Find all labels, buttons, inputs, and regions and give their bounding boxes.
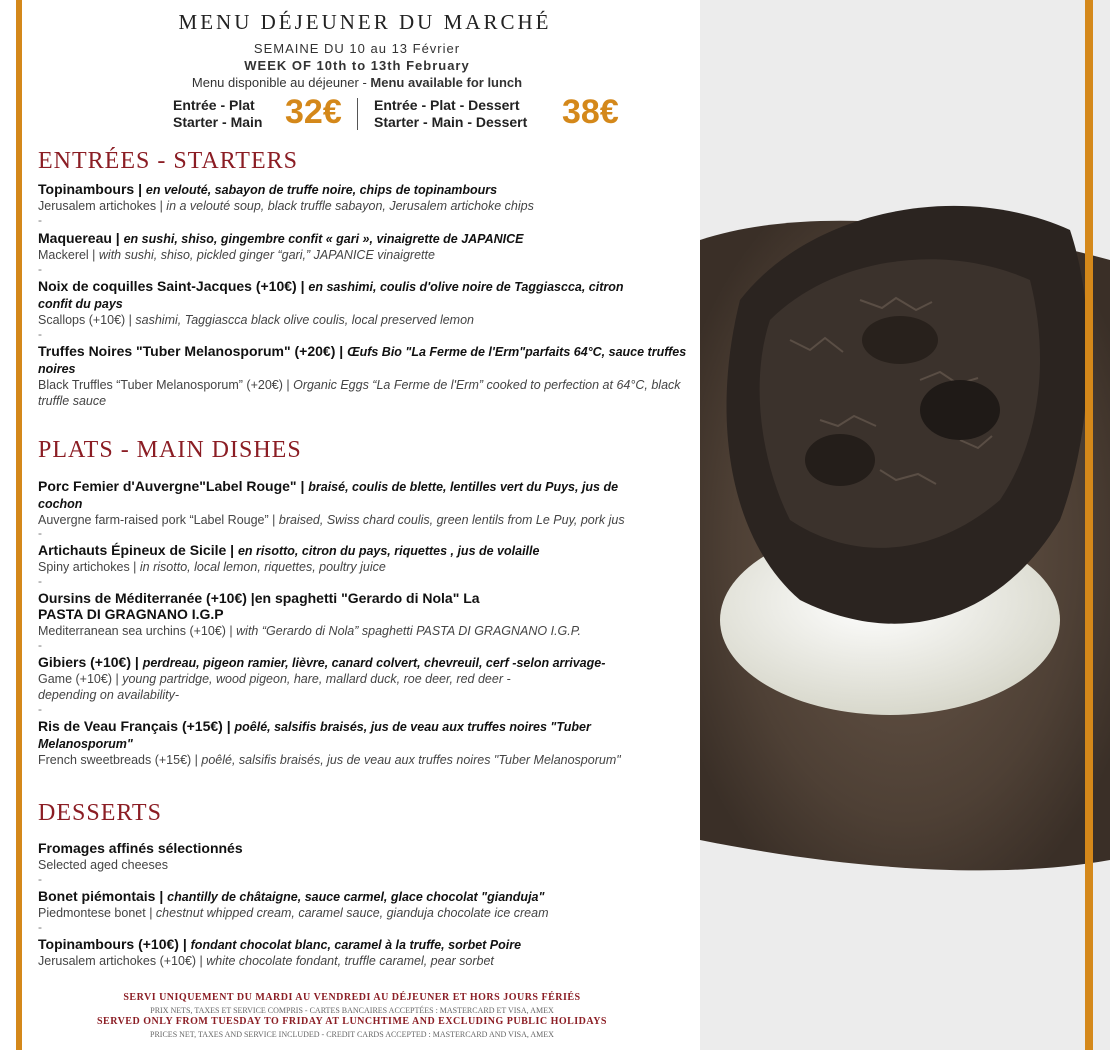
formula-1-labels [173, 97, 262, 131]
formula-2-fr: Entrée - Plat - Dessert [374, 97, 520, 113]
menu-item: Truffes Noires "Tuber Melanosporum" (+20€) | Œufs Bio "La Ferme de l'Erm"parfaits 64°C, sauce truffes noires Black Truffles “Tuber Melanosporum” (+20€) | Organic Eggs “La Ferme de l'Erm” cooked to perfection at 64°C, black truffle sauce [38, 343, 687, 408]
price-separator [357, 98, 358, 130]
dish-photo [700, 0, 1110, 1050]
menu-item: Bonet piémontais | chantilly de châtaigne, sauce carmel, glace chocolat "gianduja" Piedmontese bonet | chestnut whipped cream, caramel sauce, gianduja chocolate ice cream [38, 888, 549, 920]
formula-1-en: Starter - Main [173, 114, 263, 130]
separator-dash: - [38, 920, 42, 934]
formula-1-fr: Entrée - Plat [173, 97, 255, 113]
week-fr: SEMAINE DU 10 au 13 Février [253, 41, 461, 56]
separator-dash: - [38, 638, 42, 652]
desserts-section-title: DESSERTS [38, 800, 162, 826]
separator-dash: - [38, 213, 42, 227]
footer-en-small: PRICES NET, TAXES AND SERVICE INCLUDED - CREDIT CARDS ACCEPTED : MASTERCARD AND VISA, AMEX [150, 1030, 554, 1039]
formula-2-price: 38€ [562, 93, 619, 131]
menu-item: Fromages affinés sélectionnés Selected aged cheeses [38, 840, 243, 872]
menu-item: Ris de Veau Français (+15€) | poêlé, salsifis braisés, jus de veau aux truffes noires "Tuber Melanosporum" French sweetbreads (+15€) | poêlé, salsifis braisés, jus de veau aux truffes noires "Tuber Melanosporum" [38, 718, 621, 767]
footer-fr: SERVI UNIQUEMENT DU MARDI AU VENDREDI AU DÉJEUNER ET HORS JOURS FÉRIÉS [123, 992, 581, 1003]
menu-item: Oursins de Méditerranée (+10€) |en spaghetti "Gerardo di Nola" La PASTA DI GRAGNANO I.G.P Mediterranean sea urchins (+10€) | with “Gerardo di Nola” spaghetti PASTA DI GRAGNANO I.G.P. [38, 590, 581, 638]
separator-dash: - [38, 327, 42, 341]
menu-item: Porc Femier d'Auvergne"Label Rouge" | braisé, coulis de blette, lentilles vert du Puys, jus de cochon Auvergne farm-raised pork “Label Rouge” | braised, Swiss chard coulis, green lentils from Le Puy, pork jus [38, 478, 625, 527]
separator-dash: - [38, 702, 42, 716]
truffle-dish-illustration [700, 0, 1110, 1050]
separator-dash: - [38, 574, 42, 588]
week-en: WEEK OF 10th to 13th February [244, 58, 470, 73]
menu-item: Artichauts Épineux de Sicile | en risotto, citron du pays, riquettes , jus de volaille Spiny artichokes | in risotto, local lemon, riquettes, poultry juice [38, 542, 540, 574]
menu-title: MENU DÉJEUNER DU MARCHÉ [178, 10, 552, 34]
menu-item: Noix de coquilles Saint-Jacques (+10€) | en sashimi, coulis d'olive noire de Taggiascca, citron confit du pays Scallops (+10€) | sashimi, Taggiascca black olive coulis, local preserved lemon [38, 278, 624, 327]
menu-item: Topinambours | en velouté, sabayon de truffe noire, chips de topinambours Jerusalem artichokes | in a velouté soup, black truffle sabayon, Jerusalem artichoke chips [38, 181, 534, 213]
menu-item: Topinambours (+10€) | fondant chocolat blanc, caramel à la truffe, sorbet Poire Jerusalem artichokes (+10€) | white chocolate fondant, truffle caramel, pear sorbet [38, 936, 522, 968]
separator-dash: - [38, 872, 42, 886]
mains-section-title: PLATS - MAIN DISHES [38, 437, 302, 463]
availability [0, 75, 714, 90]
separator-dash: - [38, 262, 42, 276]
menu-item: Gibiers (+10€) | perdreau, pigeon ramier, lièvre, canard colvert, chevreuil, cerf -selon arrivage- Game (+10€) | young partridge, wood pigeon, hare, mallard duck, roe deer, red deer -depending on availability- [38, 654, 606, 702]
separator-dash: - [38, 526, 42, 540]
footer-en: SERVED ONLY FROM TUESDAY TO FRIDAY AT LUNCHTIME AND EXCLUDING PUBLIC HOLIDAYS [96, 1016, 607, 1027]
right-accent-border [1085, 0, 1093, 1050]
menu-item: Maquereau | en sushi, shiso, gingembre confit « gari », vinaigrette de JAPANICE Mackerel | with sushi, shiso, pickled ginger “gari,” JAPANICE vinaigrette [38, 230, 524, 262]
starters-section-title: ENTRÉES - STARTERS [38, 148, 298, 174]
formula-2-labels [374, 97, 527, 131]
availability-en: Menu available for lunch [370, 75, 523, 90]
formula-1-price: 32€ [285, 93, 342, 131]
formula-2-en: Starter - Main - Dessert [374, 114, 528, 130]
availability-fr: Menu disponible au déjeuner - [191, 75, 371, 90]
footer-fr-small: PRIX NETS, TAXES ET SERVICE COMPRIS - CARTES BANCAIRES ACCEPTÉES : MASTERCARD ET VISA, AMEX [150, 1006, 554, 1015]
